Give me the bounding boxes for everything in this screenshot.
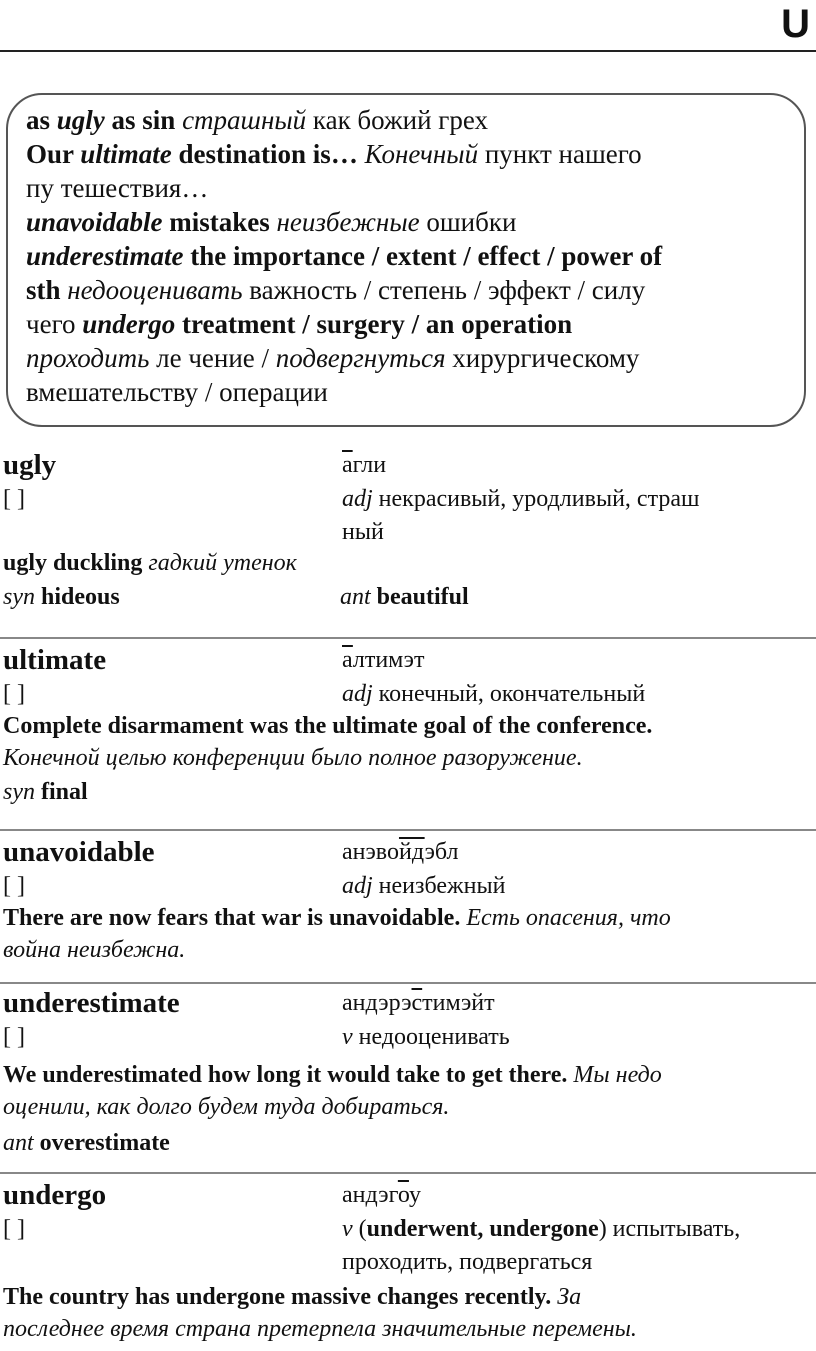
definition: adj конечный, окончательный [342, 681, 646, 707]
example-translation-continued: оценили, как долго будем туда добираться. [3, 1094, 450, 1120]
transcription-bracket: [ ] [3, 681, 25, 707]
example-translation-continued: последнее время страна претерпела значительные перемены. [3, 1316, 637, 1342]
transcription-bracket: [ ] [3, 1024, 25, 1050]
headword: ugly [3, 449, 57, 481]
antonym: ant overestimate [3, 1130, 170, 1156]
definition: adj некрасивый, уродливый, страш [342, 486, 700, 512]
definition-continued: проходить, подвергаться [342, 1249, 593, 1275]
phrase-line-4: unavoidable mistakes неизбежные ошибки [26, 207, 517, 237]
example: ugly duckling гадкий утенок [3, 550, 297, 576]
transliteration: алтимэт [342, 647, 425, 673]
entry-ultimate [0, 637, 816, 811]
example: There are now fears that war is unavoidable. Есть опасения, что [3, 905, 671, 931]
phrase-line-9: вмешательству / операции [26, 377, 328, 407]
entry-unavoidable [0, 829, 816, 967]
definition: v (underwent, undergone) испытывать, [342, 1216, 741, 1242]
example: The country has undergone massive changes recently. За [3, 1284, 582, 1310]
transliteration: агли [342, 452, 387, 478]
phrase-line-7: чего undergo treatment / surgery / an operation [26, 309, 573, 339]
phrase-line-8: проходить ле чение / подвергнуться хирургическому [26, 343, 640, 373]
headword: unavoidable [3, 836, 155, 868]
transcription-bracket: [ ] [3, 1216, 25, 1242]
headword: underestimate [3, 987, 180, 1019]
phrase-box [6, 93, 806, 427]
phrase-line-1: as ugly as sin страшный как божий грех [26, 105, 489, 135]
phrase-line-2: Our ultimate destination is… Конечный пункт нашего [26, 139, 642, 169]
phrase-line-3: пу тешествия… [26, 173, 209, 203]
example: We underestimated how long it would take to get there. Мы недо [3, 1062, 662, 1088]
entry-underestimate [0, 982, 816, 1162]
example-english: Complete disarmament was the ultimate goal of the conference. [3, 713, 653, 739]
headword: ultimate [3, 644, 107, 676]
synonym: syn hideous [3, 584, 120, 610]
transliteration: анэвойдэбл [342, 839, 459, 865]
definition: adj неизбежный [342, 873, 506, 899]
definition-continued: ный [342, 519, 384, 545]
example-translation-continued: война неизбежна. [3, 937, 186, 963]
transliteration: андэрэстимэйт [342, 990, 495, 1016]
phrase-line-5: underestimate the importance / extent / effect / power of [26, 241, 663, 271]
synonym: syn final [3, 779, 88, 805]
header-rule [0, 50, 816, 52]
entry-undergo [0, 1172, 816, 1346]
transcription-bracket: [ ] [3, 873, 25, 899]
entry-ugly [0, 448, 816, 616]
phrase-line-6: sth недооценивать важность / степень / эффект / силу [26, 275, 646, 305]
transliteration: андэгоу [342, 1182, 421, 1208]
antonym: ant beautiful [340, 584, 469, 610]
example-translation: Конечной целью конференции было полное разоружение. [3, 745, 583, 771]
headword: undergo [3, 1179, 107, 1211]
section-letter: U [781, 2, 810, 46]
definition: v недооценивать [342, 1024, 510, 1050]
transcription-bracket: [ ] [3, 486, 25, 512]
